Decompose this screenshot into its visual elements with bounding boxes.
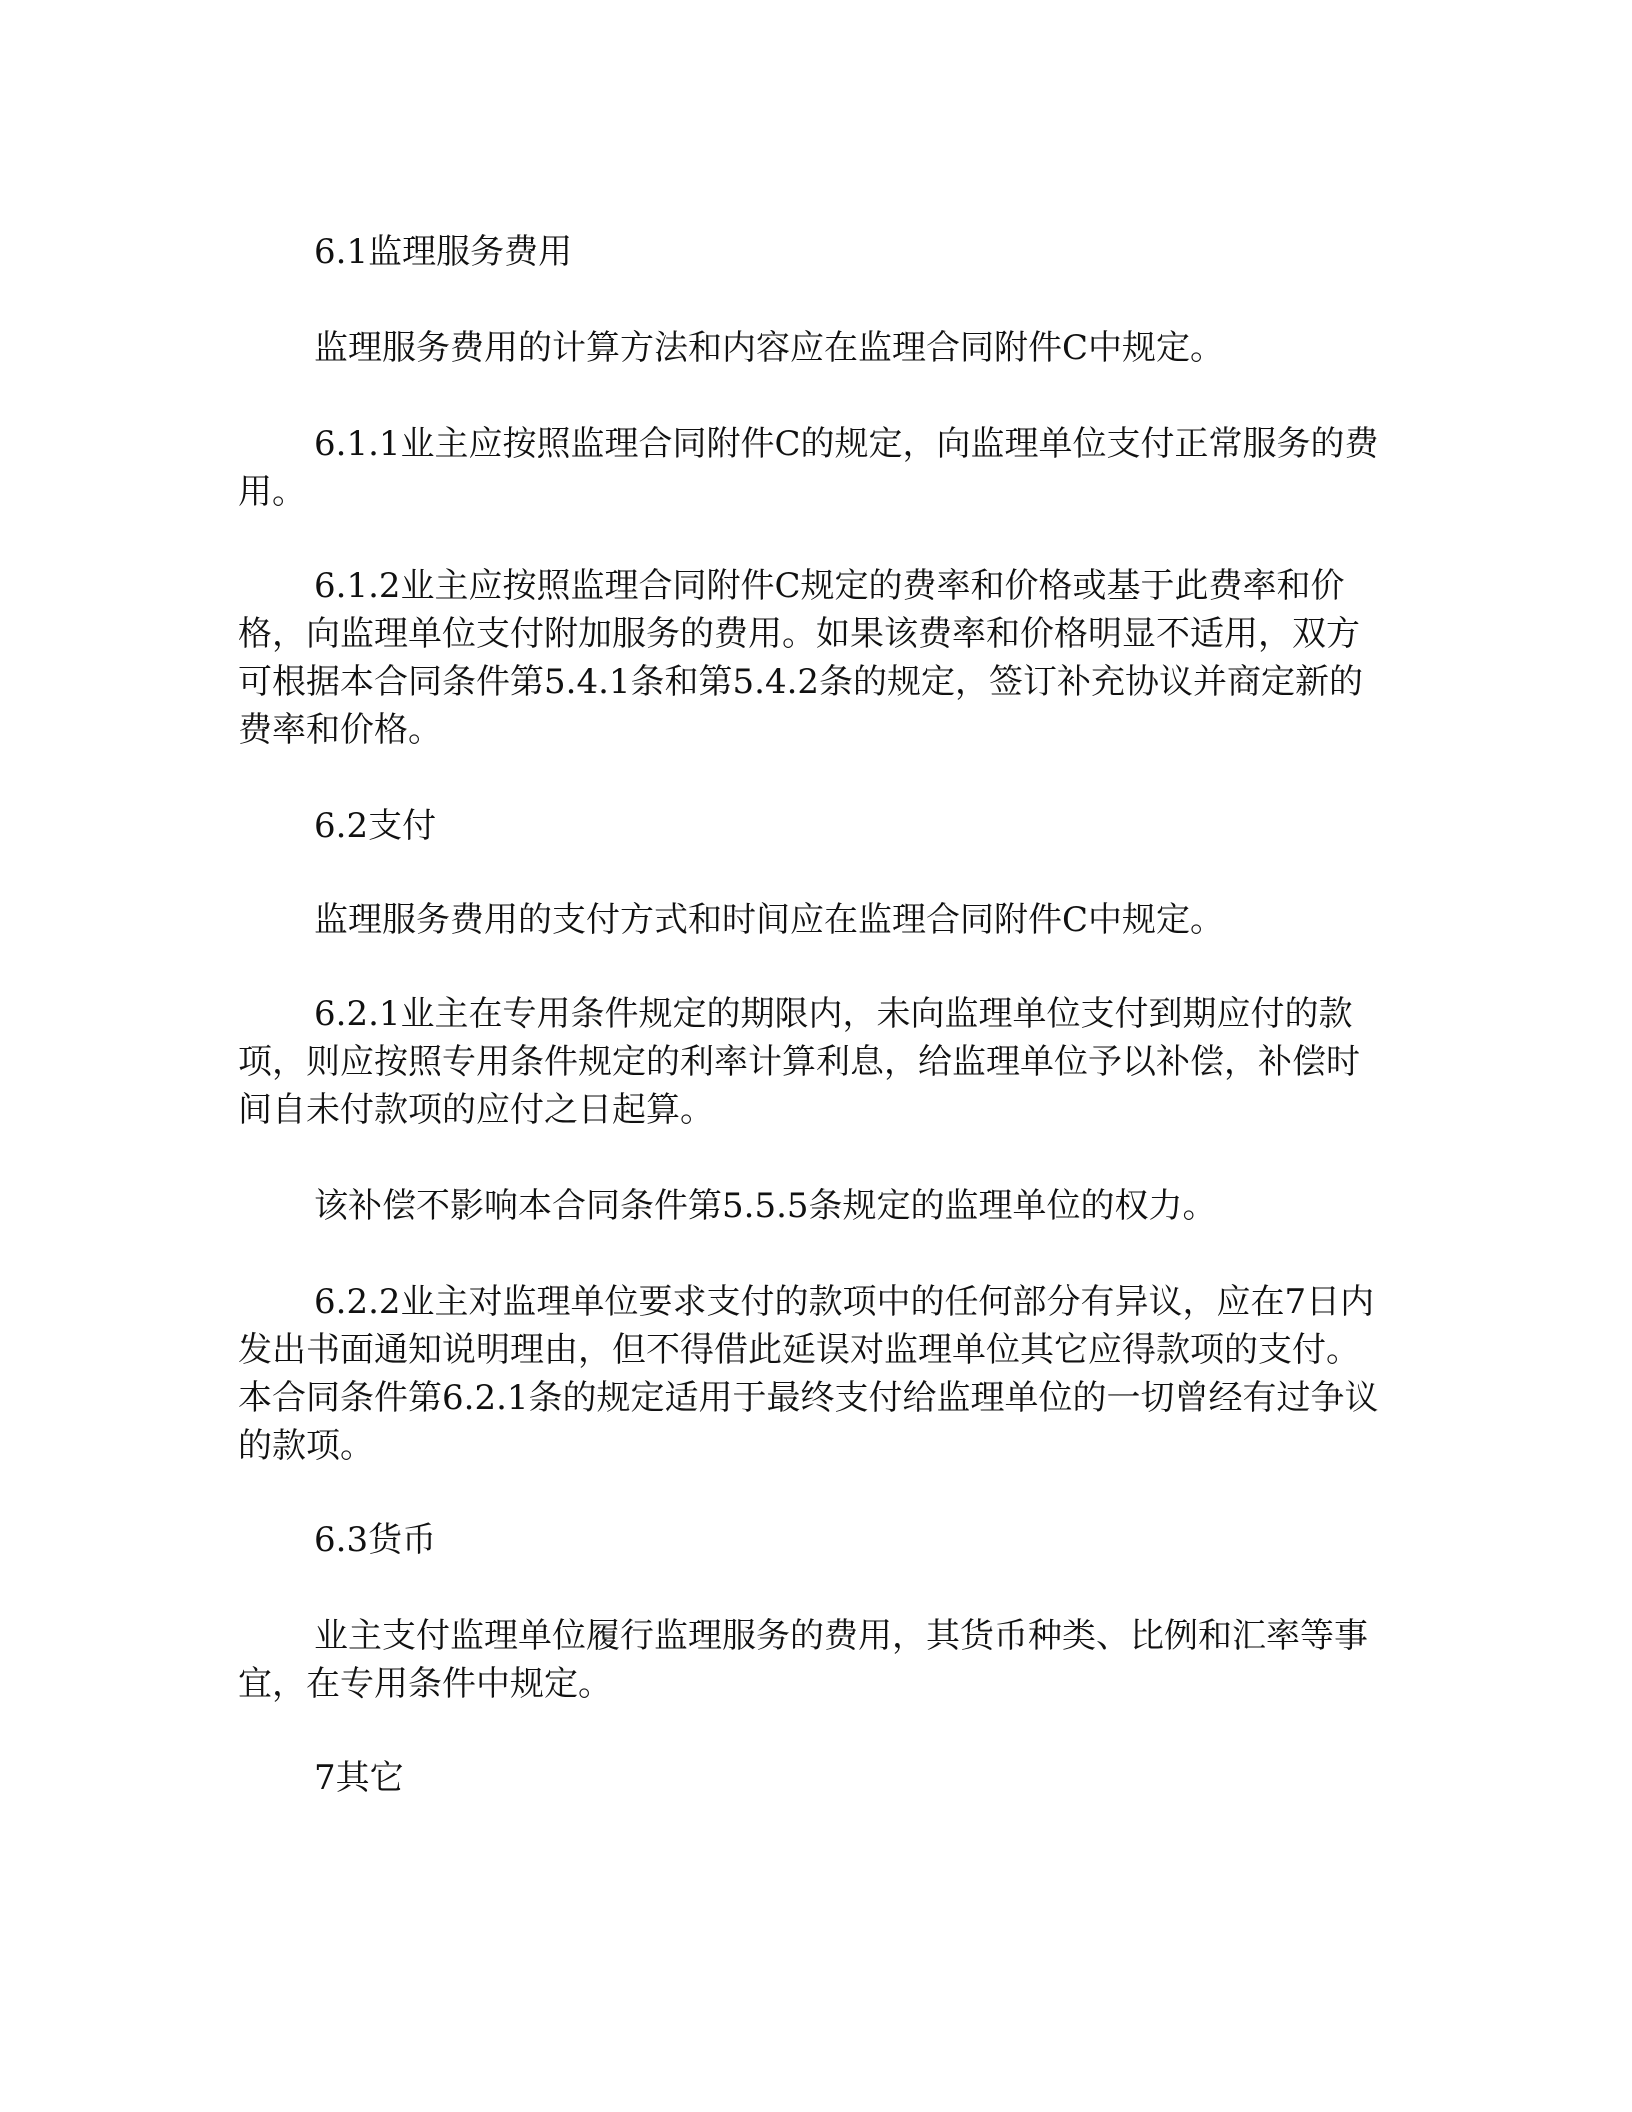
paragraph-6-2-intro: 监理服务费用的支付方式和时间应在监理合同附件C中规定。 (314, 900, 1225, 940)
paragraph-compensation-note: 该补偿不影响本合同条件第5.5.5条规定的监理单位的权力。 (314, 1186, 1217, 1226)
clause-6-2-2: 6.2.2业主对监理单位要求支付的款项中的任何部分有异议，应在7日内发出书面通知说明理由，但不得借此延误对监理单位其它应得款项的支付。本合同条件第6.2.1条的规定适用于最终支付给监理单位的一切曾经有过争议的款项。 (238, 1282, 1379, 1466)
paragraph-6-3-currency: 业主支付监理单位履行监理服务的费用，其货币种类、比例和汇率等事宜，在专用条件中规定。 (238, 1616, 1368, 1704)
clause-6-1-2: 6.1.2业主应按照监理合同附件C规定的费率和价格或基于此费率和价格，向监理单位支付附加服务的费用。如果该费率和价格明显不适用，双方可根据本合同条件第5.4.1条和第5.4.2条的规定，签订补充协议并商定新的费率和价格。 (238, 566, 1364, 750)
clause-6-2-1: 6.2.1业主在专用条件规定的期限内，未向监理单位支付到期应付的款项，则应按照专用条件规定的利率计算利息，给监理单位予以补偿，补偿时间自未付款项的应付之日起算。 (238, 994, 1360, 1130)
clause-6-1-1: 6.1.1业主应按照监理合同附件C的规定，向监理单位支付正常服务的费用。 (238, 424, 1379, 512)
section-heading-6-1: 6.1监理服务费用 (314, 232, 573, 272)
section-heading-7: 7其它 (314, 1758, 404, 1798)
paragraph-6-1-intro: 监理服务费用的计算方法和内容应在监理合同附件C中规定。 (314, 328, 1225, 368)
section-heading-6-2: 6.2支付 (314, 806, 437, 846)
section-heading-6-3: 6.3货币 (314, 1520, 437, 1560)
